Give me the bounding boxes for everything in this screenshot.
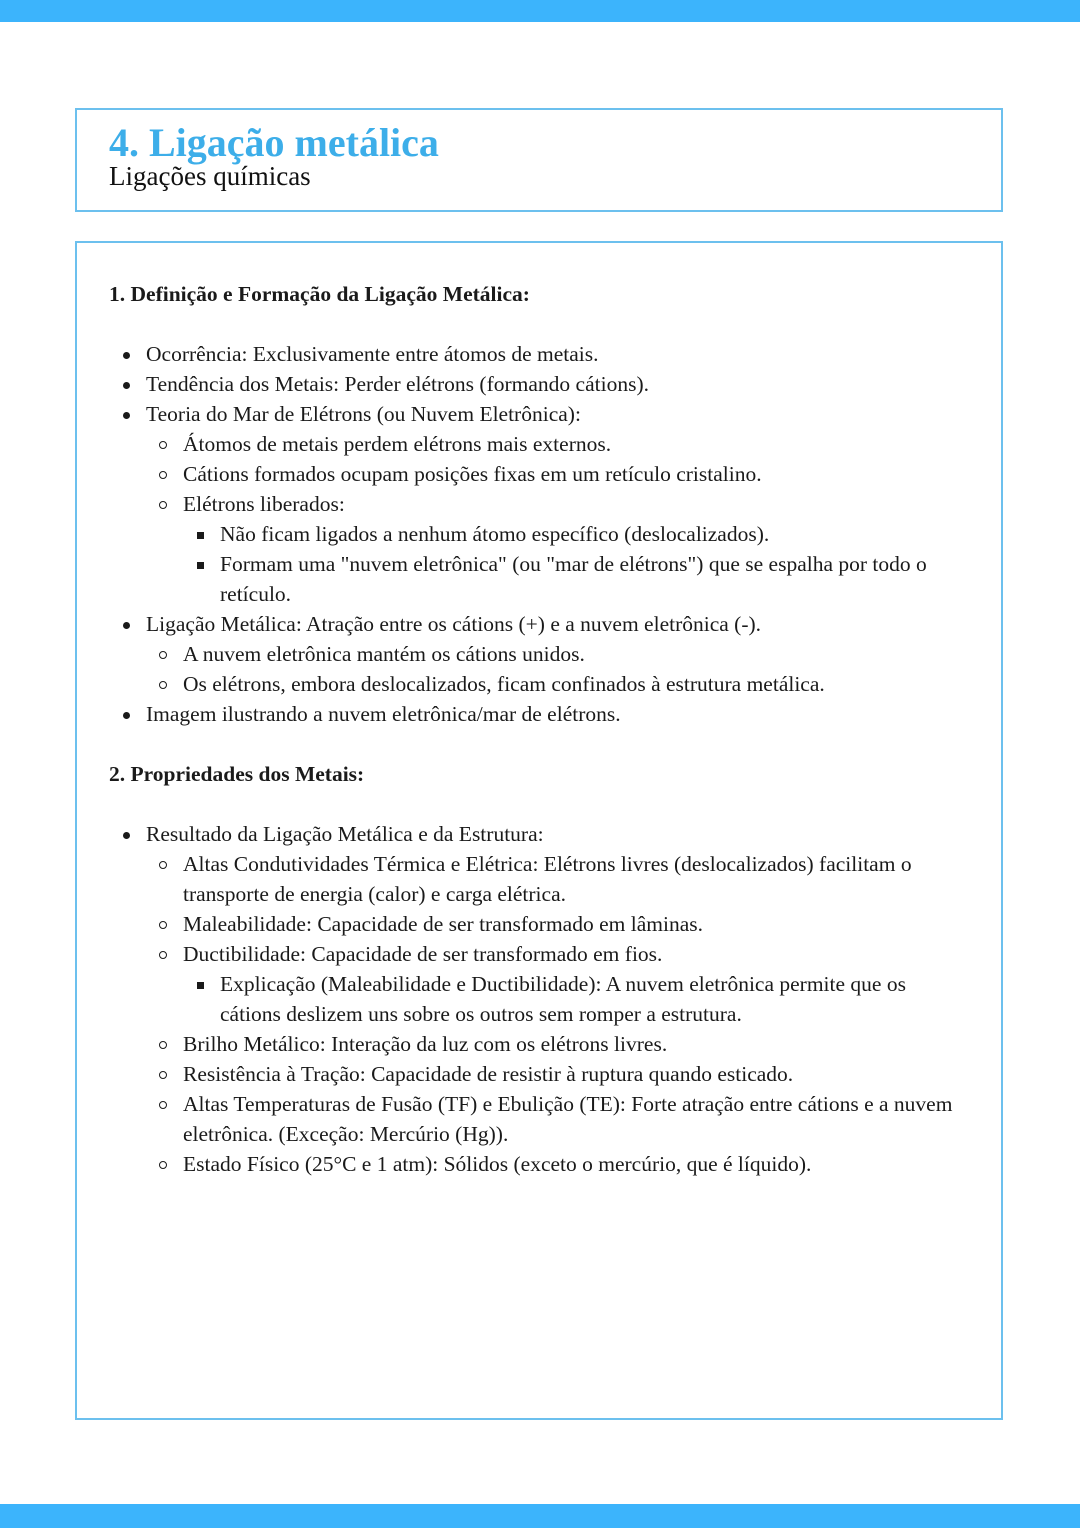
- bullet-disc-icon: [121, 819, 135, 849]
- page-title: 4. Ligação metálica: [109, 120, 439, 165]
- sublist: [183, 519, 969, 609]
- list-item: Os elétrons, embora deslocalizados, ficam confinados à estrutura metálica.: [146, 669, 969, 699]
- bullet-circle-icon: [158, 1059, 172, 1089]
- top-accent-bar: [0, 0, 1080, 22]
- notes-content: [109, 279, 969, 1179]
- bullet-square-icon: [195, 969, 209, 999]
- bullet-disc-icon: [121, 699, 135, 729]
- bullet-circle-icon: [158, 849, 172, 879]
- sublist: [146, 639, 969, 699]
- list-item: Resistência à Tração: Capacidade de resistir à ruptura quando esticado.: [146, 1059, 969, 1089]
- section-heading-properties: 2. Propriedades dos Metais:: [109, 762, 365, 786]
- list-item: Brilho Metálico: Interação da luz com os elétrons livres.: [146, 1029, 969, 1059]
- bullet-square-icon: [195, 519, 209, 549]
- list-item: Não ficam ligados a nenhum átomo específico (deslocalizados).: [183, 519, 969, 549]
- bullet-circle-icon: [158, 639, 172, 669]
- page-subtitle: Ligações químicas: [109, 161, 311, 191]
- list-item: Átomos de metais perdem elétrons mais externos.: [146, 429, 969, 459]
- bullet-disc-icon: [121, 399, 135, 429]
- sublist: [146, 849, 969, 1179]
- list-item: Explicação (Maleabilidade e Ductibilidade): A nuvem eletrônica permite que os cátions deslizem uns sobre os outros sem romper a estrutura.: [183, 969, 969, 1029]
- list-item: Formam uma "nuvem eletrônica" (ou "mar de elétrons") que se espalha por todo o retículo.: [183, 549, 969, 609]
- bullet-circle-icon: [158, 429, 172, 459]
- list-item: Resultado da Ligação Metálica e da Estrutura: Altas Condutividades Térmica e Elétrica: Elétrons livres (deslocalizados) facilitam o transporte de energia (calor) e carga elétrica. Maleabilidade: Capacidade de ser transformado em lâminas. Ductibilidade: Capacidade de ser transformado em fios. Explicação (Maleabilidade e Ductibilidade): A nuvem eletrônica permite que os cátions deslizem uns sobre os outros sem romper a estrutura. Brilho Metálico: Interação da luz com os elétrons livres. Resistência à Tração: Capacidade de resistir à ruptura quando esticado. Altas Temperaturas de Fusão (TF) e Ebulição (TE): Forte atração entre cátions e a nuvem eletrônica. (Exceção: Mercúrio (Hg)). Estado Físico (25°C e 1 atm): Sólidos (exceto o mercúrio, que é líquido).: [109, 819, 969, 1179]
- bullet-disc-icon: [121, 369, 135, 399]
- sublist: [183, 969, 969, 1029]
- bullet-disc-icon: [121, 339, 135, 369]
- bullet-disc-icon: [121, 609, 135, 639]
- list-item: Elétrons liberados: Não ficam ligados a nenhum átomo específico (deslocalizados). Formam uma "nuvem eletrônica" (ou "mar de elétrons") que se espalha por todo o retículo.: [146, 489, 969, 609]
- bullet-circle-icon: [158, 669, 172, 699]
- list-item: A nuvem eletrônica mantém os cátions unidos.: [146, 639, 969, 669]
- list-item: Maleabilidade: Capacidade de ser transformado em lâminas.: [146, 909, 969, 939]
- sublist: [146, 429, 969, 609]
- bullet-circle-icon: [158, 489, 172, 519]
- list-item: Ocorrência: Exclusivamente entre átomos de metais.: [109, 339, 969, 369]
- list-item: Altas Condutividades Térmica e Elétrica: Elétrons livres (deslocalizados) facilitam o transporte de energia (calor) e carga elétrica.: [146, 849, 969, 909]
- list-item: Estado Físico (25°C e 1 atm): Sólidos (exceto o mercúrio, que é líquido).: [146, 1149, 969, 1179]
- bullet-circle-icon: [158, 1029, 172, 1059]
- bottom-accent-bar: [0, 1504, 1080, 1528]
- list-item: Imagem ilustrando a nuvem eletrônica/mar de elétrons.: [109, 699, 969, 729]
- content-box: [75, 241, 1003, 1420]
- bullet-circle-icon: [158, 1089, 172, 1119]
- properties-list: [109, 819, 969, 1179]
- bullet-circle-icon: [158, 909, 172, 939]
- section-heading-definition: 1. Definição e Formação da Ligação Metálica:: [109, 282, 530, 306]
- bullet-circle-icon: [158, 939, 172, 969]
- list-item: Ductibilidade: Capacidade de ser transformado em fios. Explicação (Maleabilidade e Ductibilidade): A nuvem eletrônica permite que os cátions deslizem uns sobre os outros sem romper a estrutura.: [146, 939, 969, 1029]
- bullet-circle-icon: [158, 1149, 172, 1179]
- list-item: Ligação Metálica: Atração entre os cátions (+) e a nuvem eletrônica (-). A nuvem eletrônica mantém os cátions unidos. Os elétrons, embora deslocalizados, ficam confinados à estrutura metálica.: [109, 609, 969, 699]
- bullet-square-icon: [195, 549, 209, 579]
- definition-list: [109, 339, 969, 729]
- list-item: Cátions formados ocupam posições fixas em um retículo cristalino.: [146, 459, 969, 489]
- list-item: Altas Temperaturas de Fusão (TF) e Ebulição (TE): Forte atração entre cátions e a nuvem eletrônica. (Exceção: Mercúrio (Hg)).: [146, 1089, 969, 1149]
- list-item: Tendência dos Metais: Perder elétrons (formando cátions).: [109, 369, 969, 399]
- bullet-circle-icon: [158, 459, 172, 489]
- list-item: Teoria do Mar de Elétrons (ou Nuvem Eletrônica): Átomos de metais perdem elétrons mais externos. Cátions formados ocupam posições fixas em um retículo cristalino. Elétrons liberados: Não ficam ligados a nenhum átomo específico (deslocalizados). Formam uma "nuvem eletrônica" (ou "mar de elétrons") que se espalha por todo o retículo.: [109, 399, 969, 609]
- title-box: [75, 108, 1003, 212]
